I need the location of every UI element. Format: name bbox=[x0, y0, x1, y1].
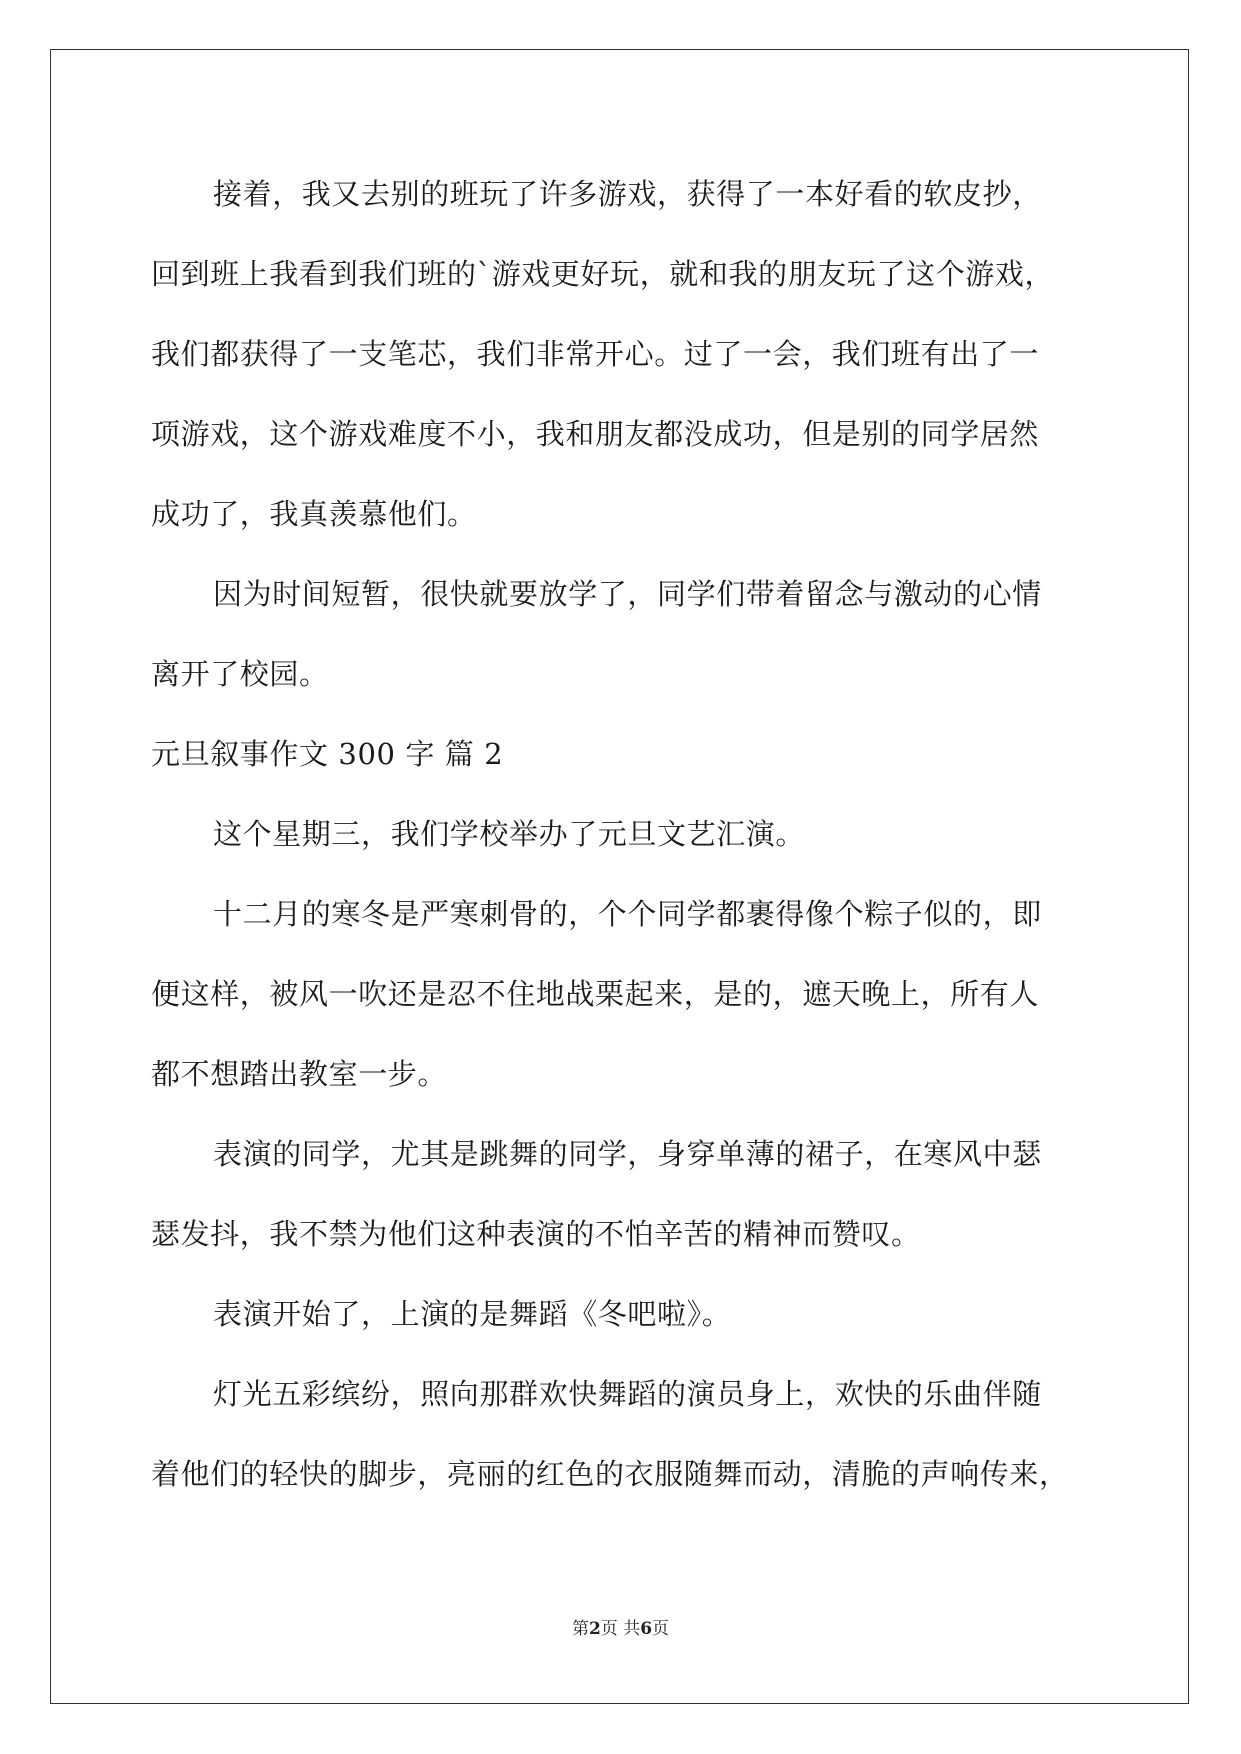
paragraph-line: 项游戏，这个游戏难度不小，我和朋友都没成功，但是别的同学居然 bbox=[151, 417, 1040, 451]
page-number-suffix: 页 bbox=[652, 1619, 670, 1639]
current-page-number: 2 bbox=[588, 1619, 601, 1639]
paragraph-line: 都不想踏出教室一步。 bbox=[151, 1057, 448, 1091]
paragraph-line: 接着，我又去别的班玩了许多游戏，获得了一本好看的软皮抄， bbox=[213, 177, 1042, 211]
page-footer bbox=[0, 1617, 1241, 1641]
paragraph-line: 离开了校园。 bbox=[151, 657, 329, 691]
paragraph-line: 便这样，被风一吹还是忍不住地战栗起来，是的，遮天晚上，所有人 bbox=[151, 977, 1040, 1011]
paragraph-line: 表演的同学，尤其是跳舞的同学，身穿单薄的裙子，在寒风中瑟 bbox=[213, 1137, 1042, 1171]
paragraph-line: 十二月的寒冬是严寒刺骨的，个个同学都裹得像个粽子似的，即 bbox=[213, 897, 1042, 931]
paragraph-line: 着他们的轻快的脚步，亮丽的红色的衣服随舞而动，清脆的声响传来， bbox=[151, 1457, 1069, 1491]
paragraph-line: 表演开始了，上演的是舞蹈《冬吧啦》。 bbox=[213, 1297, 732, 1331]
section-heading: 元旦叙事作文 300 字 篇 2 bbox=[151, 737, 504, 771]
paragraph-line: 成功了，我真羡慕他们。 bbox=[151, 497, 477, 531]
total-page-number: 6 bbox=[640, 1619, 653, 1639]
paragraph-line: 瑟发抖，我不禁为他们这种表演的不怕辛苦的精神而赞叹。 bbox=[151, 1217, 921, 1251]
page-number-mid: 页 共 bbox=[600, 1619, 641, 1639]
page-number-prefix: 第 bbox=[571, 1619, 589, 1639]
paragraph-line: 这个星期三，我们学校举办了元旦文艺汇演。 bbox=[213, 817, 806, 851]
paragraph-line: 灯光五彩缤纷，照向那群欢快舞蹈的演员身上，欢快的乐曲伴随 bbox=[213, 1377, 1042, 1411]
paragraph-line: 因为时间短暂，很快就要放学了，同学们带着留念与激动的心情 bbox=[213, 577, 1042, 611]
paragraph-line: 我们都获得了一支笔芯，我们非常开心。过了一会，我们班有出了一 bbox=[151, 337, 1040, 371]
paragraph-line: 回到班上我看到我们班的`游戏更好玩，就和我的朋友玩了这个游戏， bbox=[151, 257, 1055, 291]
